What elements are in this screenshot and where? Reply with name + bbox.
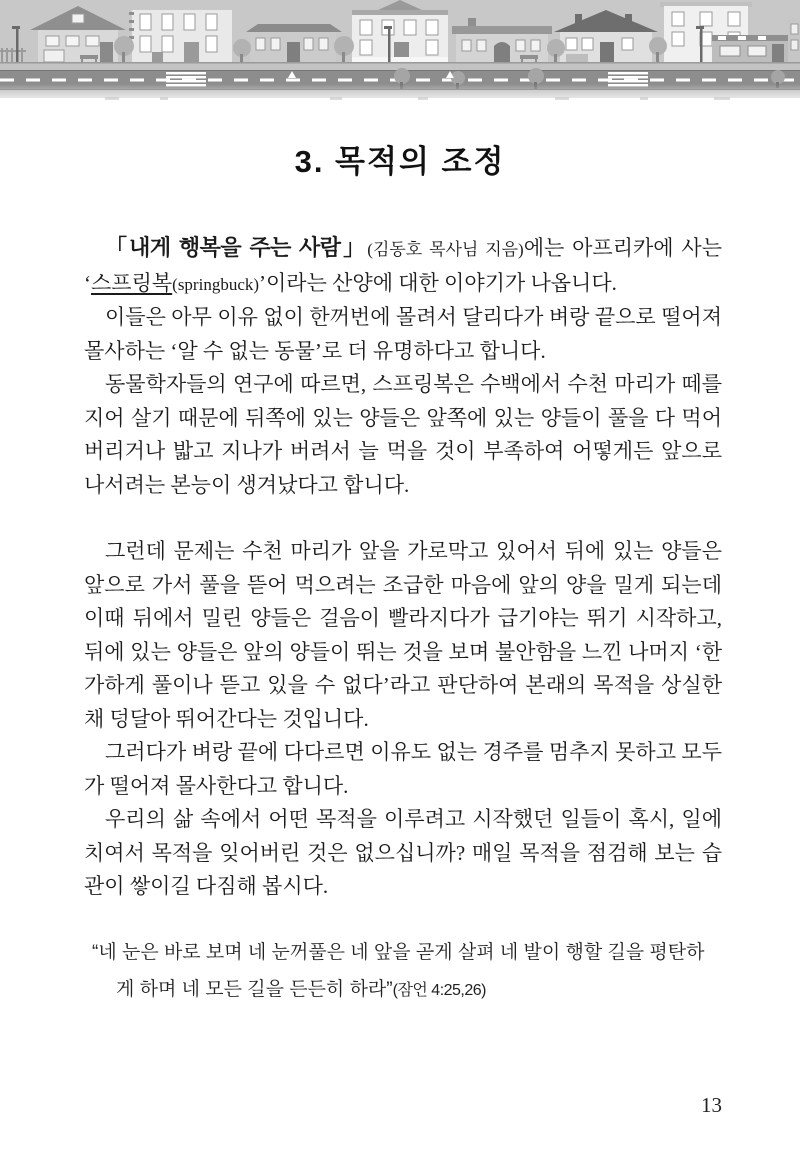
body-text bbox=[84, 231, 722, 1009]
scripture-quote bbox=[84, 934, 722, 1009]
scripture-quote-text: “네 눈은 바로 보며 네 눈꺼풀은 네 앞을 곧게 살펴 네 발이 행할 길을 평탄하게 하며 네 모든 길을 든든히 하라” bbox=[92, 941, 705, 1000]
book-title: 「내게 행복을 주는 사람」 bbox=[105, 235, 368, 260]
page-title: 3. 목적의 조정 bbox=[294, 144, 506, 179]
paragraph: 우리의 삶 속에서 어떤 목적을 이루려고 시작했던 일들이 혹시, 일에 치여서 목적을 잊어버린 것은 없으십니까? 매일 목적을 점검해 보는 습관이 쌓이길 다짐해 봅시다. bbox=[84, 807, 722, 898]
cityscape-icon bbox=[0, 0, 800, 106]
springbuck-latin: (springbuck) bbox=[172, 274, 260, 294]
scripture-reference: (잠언 4:25,26) bbox=[392, 981, 487, 999]
paragraph: 그런데 문제는 수천 마리가 앞을 가로막고 있어서 뒤에 있는 양들은 앞으로 가서 풀을 뜯어 먹으려는 조급한 마음에 앞의 양을 밀게 되는데 이때 뒤에서 밀린 양들은 걸음이 빨라지다가 급기야는 뛰기 시작하고, 뒤에 있는 양들은 앞의 양들이 뛰는 것을 보며 불안함을 느낀 나머지 ‘한가하게 풀이나 뜯고 있을 수 없다’라고 판단하여 본래의 목적을 상실한 채 덩달아 뛰어간다는 것입니다. bbox=[84, 539, 722, 731]
paragraph-intro-text: 에는 아프리카에 사는 ‘ bbox=[84, 236, 722, 295]
paragraph-intro-tail: ’이라는 산양에 대한 이야기가 나옵니다. bbox=[259, 270, 617, 295]
paragraph: 그러다가 벼랑 끝에 다다르면 이유도 없는 경주를 멈추지 못하고 모두가 떨어져 몰사한다고 합니다. bbox=[84, 740, 722, 798]
page-number: 13 bbox=[701, 1093, 722, 1117]
book-author-note: (김동호 목사님 지음) bbox=[367, 240, 524, 259]
springbok-term: 스프링복 bbox=[91, 270, 173, 295]
header-cityscape-illustration bbox=[0, 0, 800, 106]
paragraph: 이들은 아무 이유 없이 한꺼번에 몰려서 달리다가 벼랑 끝으로 떨어져 몰사하는 ‘알 수 없는 동물’로 더 유명하다고 합니다. bbox=[84, 305, 722, 363]
paragraph-intro bbox=[84, 231, 722, 301]
paragraph: 동물학자들의 연구에 따르면, 스프링복은 수백에서 수천 마리가 떼를 지어 살기 때문에 뒤쪽에 있는 양들은 앞쪽에 있는 양들이 풀을 다 먹어버리거나 밟고 지나가 버려서 늘 먹을 것이 부족하여 어떻게든 앞으로 나서려는 본능이 생겨났다고 합니다. bbox=[84, 372, 722, 497]
